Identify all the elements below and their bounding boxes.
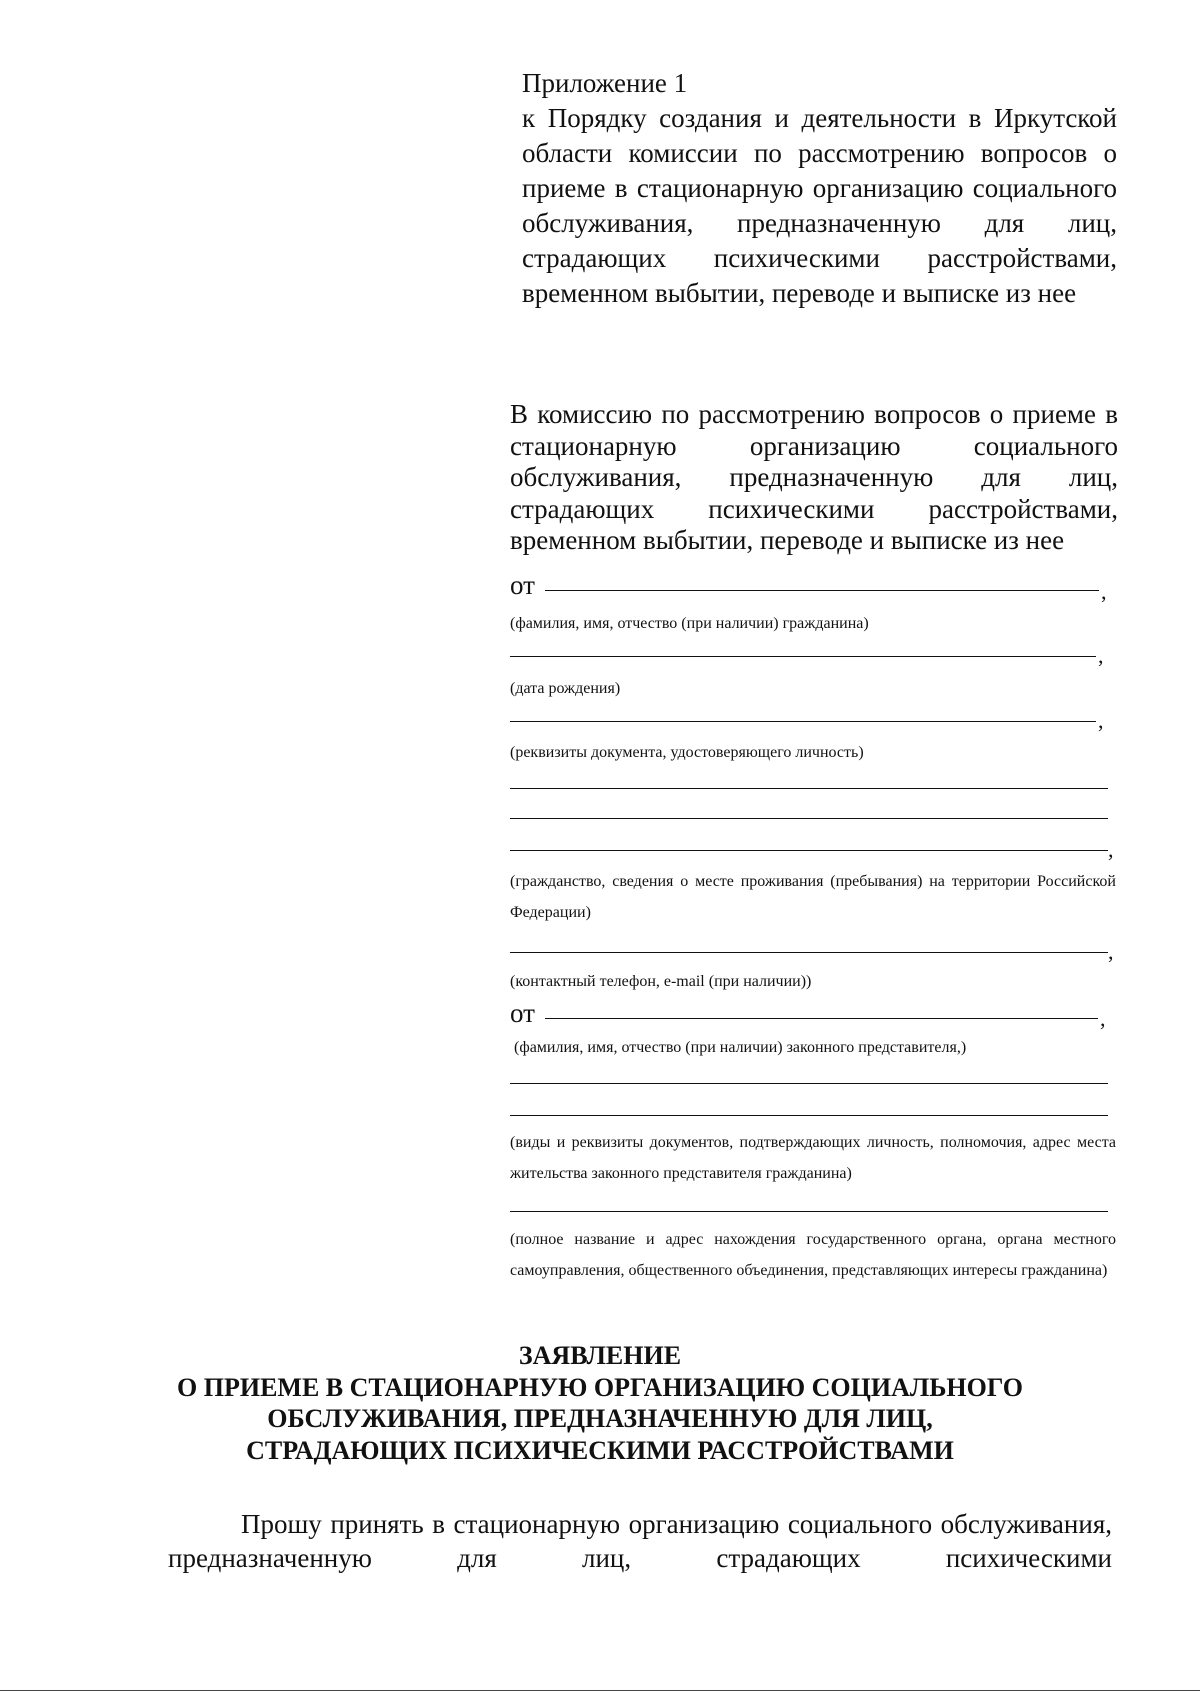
comma: , [1100,1006,1106,1031]
comma: , [1101,579,1107,604]
annex-number: Приложение 1 [522,68,688,98]
citizen-name-field[interactable] [545,590,1099,591]
title-line-2: О ПРИЕМЕ В СТАЦИОНАРНУЮ ОРГАНИЗАЦИЮ СОЦИАЛЬНОГО [177,1372,1023,1402]
identity-document-field[interactable] [510,721,1096,722]
page-bottom-edge [0,1690,1200,1691]
caption-birth-date: (дата рождения) [510,680,621,697]
caption-citizen-name: (фамилия, имя, отчество (при наличии) гражданина) [510,615,869,632]
from-label-representative: от [510,998,535,1028]
caption-representative-documents: (виды и реквизиты документов, подтверждающих личность, полномочия, адрес места жительства законного представителя гражданина) [510,1134,1116,1182]
application-body: Прошу принять в стационарную организацию социального обслуживания, предназначенную для лиц, страдающих психическими [168,1509,1112,1573]
comma: , [1098,708,1104,733]
comma: , [1098,643,1104,668]
organization-field[interactable] [510,1211,1108,1212]
birth-date-field[interactable] [510,656,1096,657]
caption-identity-document: (реквизиты документа, удостоверяющего личность) [510,744,864,761]
representative-name-field[interactable] [545,1018,1098,1019]
representative-documents-field-1[interactable] [510,1083,1108,1084]
contacts-field[interactable] [510,952,1108,953]
annex-header [522,66,1117,311]
comma: , [1108,837,1114,862]
title-line-4: СТРАДАЮЩИХ ПСИХИЧЕСКИМИ РАССТРОЙСТВАМИ [246,1435,954,1465]
citizenship-field-1[interactable] [510,788,1108,789]
annex-reference: к Порядку создания и деятельности в Иркутской области комиссии по рассмотрению вопросов о приеме в стационарную организацию социального обслуживания, предназначенную для лиц, страдающих психическими расстройствами, временном выбытии, переводе и выписке из нее [522,103,1117,308]
from-label: от [510,570,535,600]
caption-citizenship-residence: (гражданство, сведения о месте проживания (пребывания) на территории Российской Федерации) [510,873,1116,921]
citizenship-field-2[interactable] [510,818,1108,819]
title-line-1: ЗАЯВЛЕНИЕ [518,1341,682,1370]
addressee-block: В комиссию по рассмотрению вопросов о приеме в стационарную организацию социального обслуживания, предназначенную для лиц, страдающих психическими расстройствами, временном выбытии, переводе и выписке из нее [510,399,1118,555]
comma: , [1108,939,1114,964]
title-line-3: ОБСЛУЖИВАНИЯ, ПРЕДНАЗНАЧЕННУЮ ДЛЯ ЛИЦ, [267,1404,933,1433]
caption-contacts: (контактный телефон, e-mail (при наличии)) [510,973,812,990]
representative-documents-field-2[interactable] [510,1115,1108,1116]
citizenship-field-3[interactable] [510,850,1108,851]
caption-representative-name: (фамилия, имя, отчество (при наличии) законного представителя,) [514,1039,967,1056]
application-title [150,1340,1050,1466]
caption-organization: (полное название и адрес нахождения государственного органа, органа местного самоуправления, общественного объединения, представляющих интересы гражданина) [510,1231,1116,1279]
